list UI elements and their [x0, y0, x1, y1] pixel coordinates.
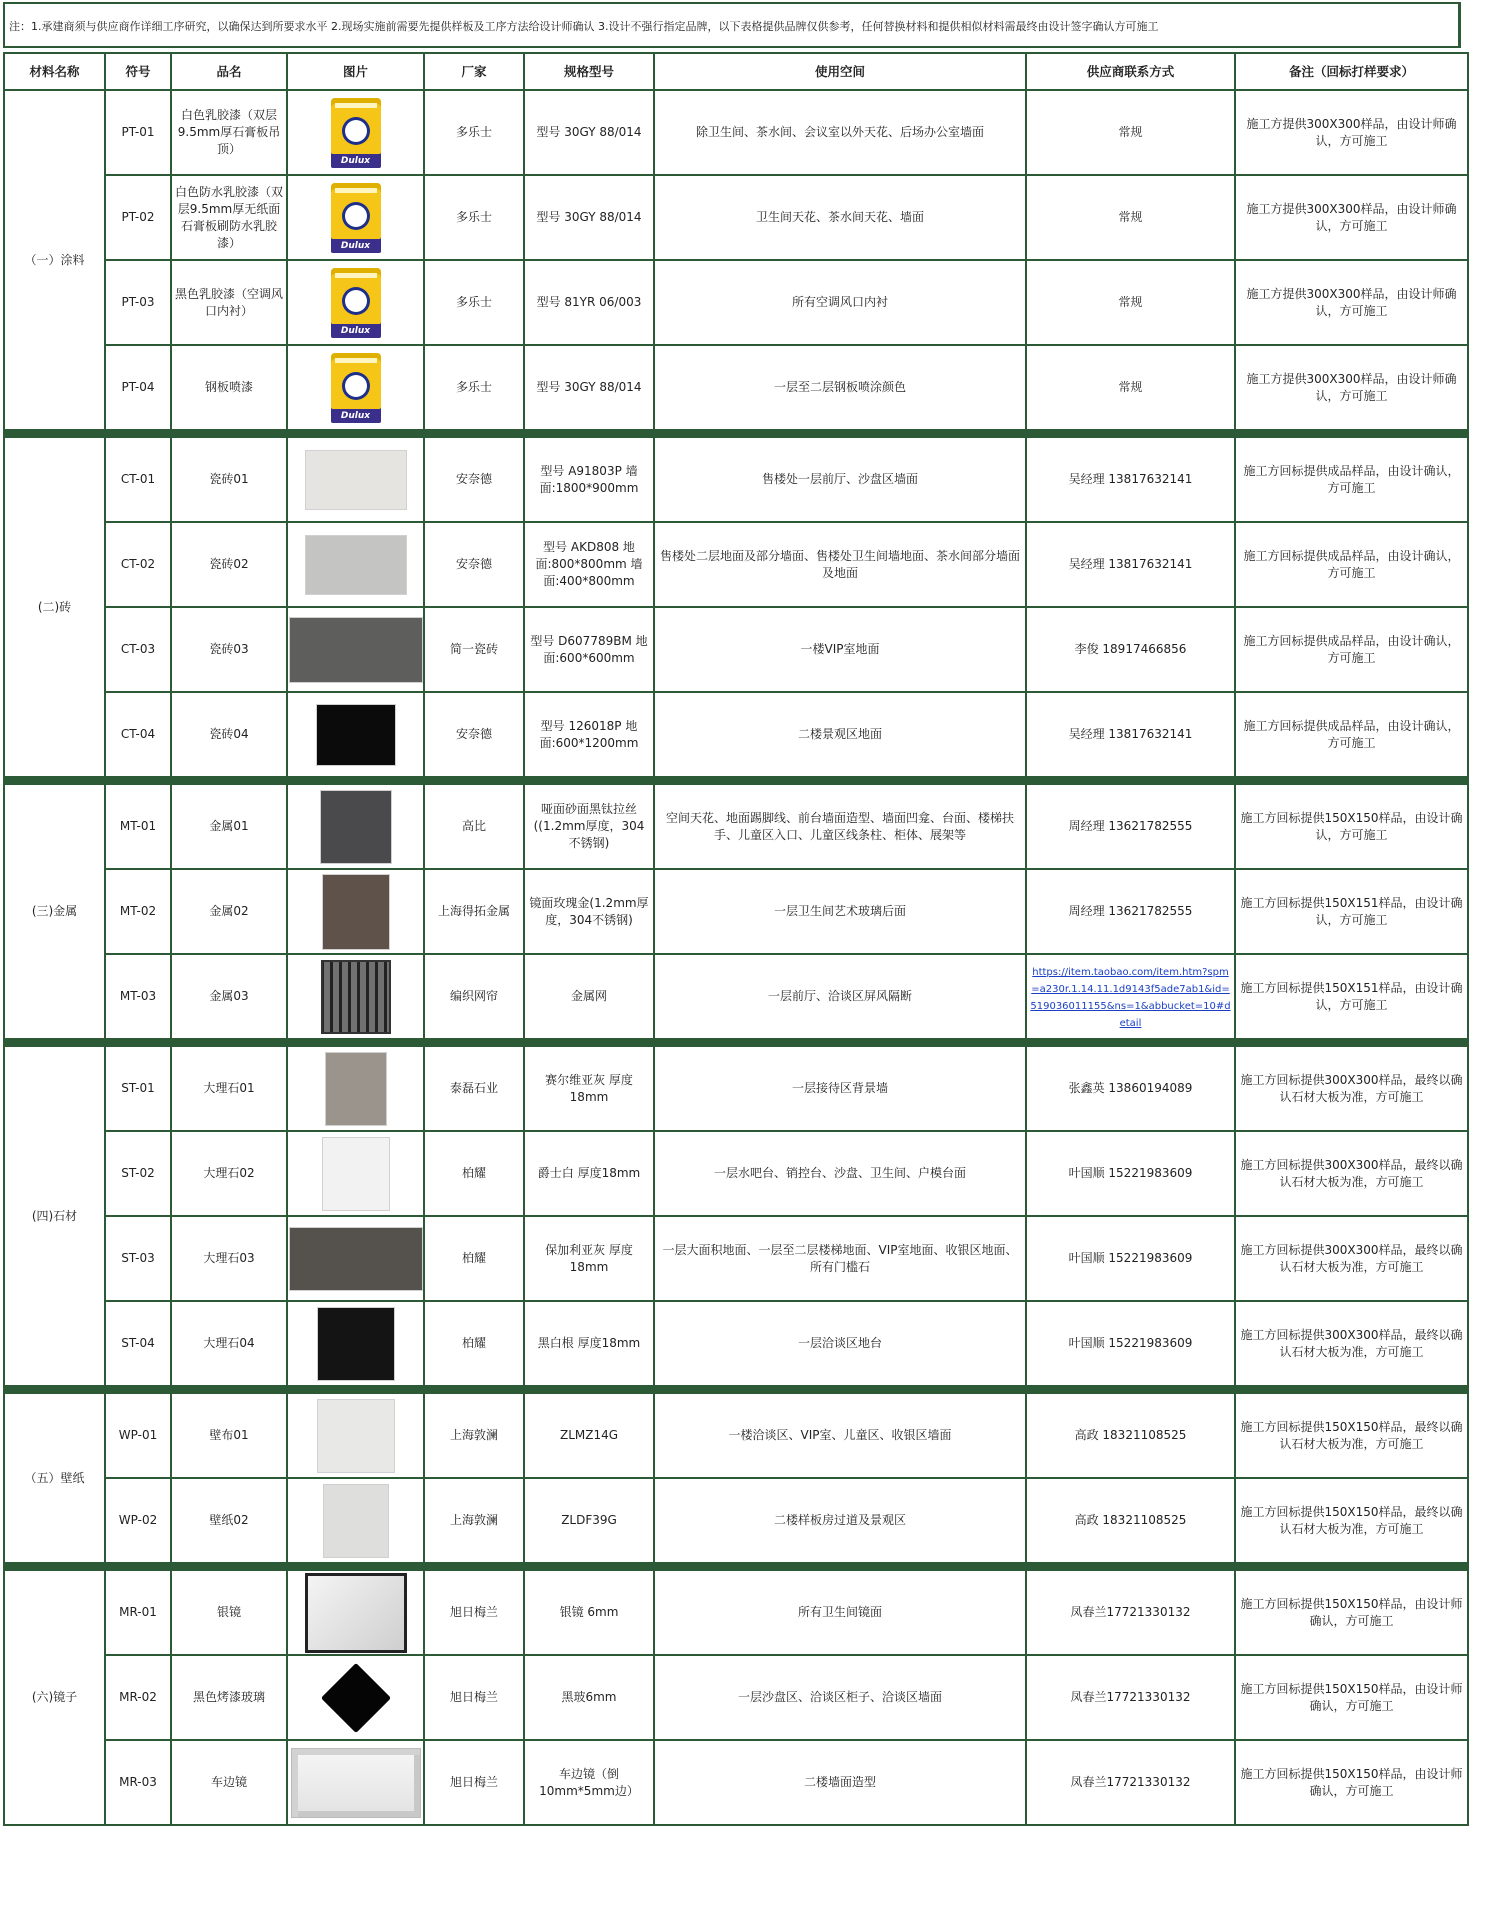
contact-cell: 吴经理 13817632141	[1026, 437, 1235, 522]
manufacturer-cell: 简一瓷砖	[424, 607, 524, 692]
section-divider	[4, 1039, 1468, 1046]
spec-cell: 镜面玫瑰金(1.2mm厚度，304不锈钢)	[524, 869, 654, 954]
image-cell	[287, 1655, 424, 1740]
usage-cell: 空间天花、地面踢脚线、前台墙面造型、墙面凹龛、台面、楼梯扶手、儿童区入口、儿童区线条柱、柜体、展架等	[654, 784, 1026, 869]
material-swatch-image	[321, 960, 391, 1034]
product-name-cell: 壁纸02	[171, 1478, 287, 1563]
spec-cell: 金属网	[524, 954, 654, 1039]
manufacturer-cell: 多乐士	[424, 175, 524, 260]
code-cell: PT-01	[105, 90, 171, 175]
table-row	[4, 1301, 1468, 1386]
table-row	[4, 90, 1468, 175]
table-row	[4, 784, 1468, 869]
section-divider-bar	[4, 777, 1468, 784]
image-cell	[287, 1478, 424, 1563]
product-name-cell: 白色防水乳胶漆（双层9.5mm厚无纸面石膏板刷防水乳胶漆）	[171, 175, 287, 260]
paint-can-logo	[345, 205, 367, 227]
remark-cell: 施工方回标提供成品样品，由设计确认，方可施工	[1235, 692, 1468, 777]
product-name-cell: 黑色烤漆玻璃	[171, 1655, 287, 1740]
spec-cell: 型号 126018P 地面:600*1200mm	[524, 692, 654, 777]
spec-cell: 保加利亚灰 厚度18mm	[524, 1216, 654, 1301]
category-cell: (二)砖	[4, 437, 105, 777]
header-product-name: 品名	[171, 53, 287, 90]
image-cell	[287, 345, 424, 430]
remark-cell: 施工方回标提供成品样品，由设计确认，方可施工	[1235, 522, 1468, 607]
remark-cell: 施工方回标提供成品样品，由设计确认，方可施工	[1235, 607, 1468, 692]
paint-can-logo	[345, 290, 367, 312]
contact-cell: 凤春兰17721330132	[1026, 1570, 1235, 1655]
usage-cell: 一层接待区背景墙	[654, 1046, 1026, 1131]
table-row	[4, 1131, 1468, 1216]
material-swatch-image	[322, 874, 390, 950]
table-row	[4, 1570, 1468, 1655]
header-material-name: 材料名称	[4, 53, 105, 90]
usage-cell: 一层洽谈区地台	[654, 1301, 1026, 1386]
product-name-cell: 瓷砖04	[171, 692, 287, 777]
product-name-cell: 大理石01	[171, 1046, 287, 1131]
product-name-cell: 大理石03	[171, 1216, 287, 1301]
manufacturer-cell: 柏耀	[424, 1216, 524, 1301]
remark-cell: 施工方回标提供150X150样品，由设计师确认，方可施工	[1235, 1655, 1468, 1740]
image-cell	[287, 1046, 424, 1131]
code-cell: PT-03	[105, 260, 171, 345]
manufacturer-cell: 上海敦澜	[424, 1478, 524, 1563]
product-name-cell: 金属02	[171, 869, 287, 954]
image-cell	[287, 1216, 424, 1301]
product-name-cell: 黑色乳胶漆（空调风口内衬）	[171, 260, 287, 345]
material-swatch-image	[317, 1399, 395, 1473]
table-row	[4, 175, 1468, 260]
code-cell: MR-02	[105, 1655, 171, 1740]
remark-cell: 施工方提供300X300样品，由设计师确认，方可施工	[1235, 260, 1468, 345]
remark-cell: 施工方回标提供300X300样品，最终以确认石材大板为准，方可施工	[1235, 1301, 1468, 1386]
section-divider-bar	[4, 1563, 1468, 1570]
code-cell: ST-03	[105, 1216, 171, 1301]
manufacturer-cell: 旭日梅兰	[424, 1570, 524, 1655]
material-swatch-image	[305, 450, 407, 510]
category-cell: （五）壁纸	[4, 1393, 105, 1563]
spec-cell: 型号 30GY 88/014	[524, 175, 654, 260]
image-cell	[287, 869, 424, 954]
contact-cell: 李俊 18917466856	[1026, 607, 1235, 692]
code-cell: ST-01	[105, 1046, 171, 1131]
usage-cell: 一层至二层钢板喷涂颜色	[654, 345, 1026, 430]
remark-cell: 施工方回标提供300X300样品，最终以确认石材大板为准，方可施工	[1235, 1216, 1468, 1301]
spec-cell: 型号 D607789BM 地面:600*600mm	[524, 607, 654, 692]
spec-cell: 型号 AKD808 地面:800*800mm 墙面:400*800mm	[524, 522, 654, 607]
section-divider-bar	[4, 430, 1468, 437]
product-name-cell: 壁布01	[171, 1393, 287, 1478]
manufacturer-cell: 上海得拓金属	[424, 869, 524, 954]
paint-can-logo	[345, 375, 367, 397]
paint-can-lid	[335, 188, 377, 193]
product-name-cell: 金属01	[171, 784, 287, 869]
usage-cell: 一层水吧台、销控台、沙盘、卫生间、户模台面	[654, 1131, 1026, 1216]
usage-cell: 售楼处一层前厅、沙盘区墙面	[654, 437, 1026, 522]
table-row	[4, 1740, 1468, 1825]
image-cell	[287, 1570, 424, 1655]
manufacturer-cell: 柏耀	[424, 1301, 524, 1386]
spec-cell: 型号 A91803P 墙面:1800*900mm	[524, 437, 654, 522]
image-cell	[287, 1393, 424, 1478]
code-cell: CT-03	[105, 607, 171, 692]
contact-cell: 张鑫英 13860194089	[1026, 1046, 1235, 1131]
paint-can-logo	[345, 120, 367, 142]
code-cell: PT-02	[105, 175, 171, 260]
manufacturer-cell: 旭日梅兰	[424, 1655, 524, 1740]
code-cell: MT-03	[105, 954, 171, 1039]
code-cell: WP-01	[105, 1393, 171, 1478]
code-cell: MR-01	[105, 1570, 171, 1655]
paint-can-lid	[335, 103, 377, 108]
manufacturer-cell: 多乐士	[424, 345, 524, 430]
image-cell	[287, 90, 424, 175]
code-cell: MR-03	[105, 1740, 171, 1825]
contact-cell: 吴经理 13817632141	[1026, 692, 1235, 777]
paint-can-image	[331, 183, 381, 253]
manufacturer-cell: 旭日梅兰	[424, 1740, 524, 1825]
spec-cell: 型号 30GY 88/014	[524, 345, 654, 430]
spec-cell: 银镜 6mm	[524, 1570, 654, 1655]
usage-cell: 二楼景观区地面	[654, 692, 1026, 777]
usage-cell: 卫生间天花、茶水间天花、墙面	[654, 175, 1026, 260]
image-cell	[287, 522, 424, 607]
spec-cell: 黑玻6mm	[524, 1655, 654, 1740]
material-table	[3, 52, 1469, 1826]
paint-can-image	[331, 98, 381, 168]
category-cell: (三)金属	[4, 784, 105, 1039]
contact-cell: 高政 18321108525	[1026, 1478, 1235, 1563]
product-name-cell: 大理石04	[171, 1301, 287, 1386]
section-divider	[4, 777, 1468, 784]
supplier-link[interactable]: https://item.taobao.com/item.htm?spm=a230r.1.14.11.1d9143f5ade7ab1&id=519036011155&ns=1&abbucket=10#detail	[1030, 966, 1231, 1029]
remark-cell: 施工方回标提供150X150样品，由设计师确认，方可施工	[1235, 1570, 1468, 1655]
manufacturer-cell: 安奈德	[424, 522, 524, 607]
image-cell	[287, 954, 424, 1039]
table-row	[4, 869, 1468, 954]
contact-cell: 常规	[1026, 260, 1235, 345]
contact-cell: 凤春兰17721330132	[1026, 1740, 1235, 1825]
paint-can-image	[331, 268, 381, 338]
paint-can-lid	[335, 273, 377, 278]
product-name-cell: 银镜	[171, 1570, 287, 1655]
remark-cell: 施工方回标提供150X150样品，由设计师确认，方可施工	[1235, 1740, 1468, 1825]
image-cell	[287, 1301, 424, 1386]
remark-cell: 施工方回标提供150X150样品，最终以确认石材大板为准，方可施工	[1235, 1393, 1468, 1478]
table-row	[4, 1478, 1468, 1563]
product-name-cell: 车边镜	[171, 1740, 287, 1825]
table-row	[4, 522, 1468, 607]
contact-cell: 周经理 13621782555	[1026, 784, 1235, 869]
header-code: 符号	[105, 53, 171, 90]
material-swatch-image	[320, 1662, 390, 1732]
spec-cell: 黑白根 厚度18mm	[524, 1301, 654, 1386]
table-row	[4, 1393, 1468, 1478]
section-divider	[4, 430, 1468, 437]
contact-cell: 高政 18321108525	[1026, 1393, 1235, 1478]
spec-cell: ZLDF39G	[524, 1478, 654, 1563]
paint-brand-label: Dulux	[340, 325, 371, 336]
manufacturer-cell: 安奈德	[424, 692, 524, 777]
material-swatch-image	[289, 1227, 423, 1291]
product-name-cell: 瓷砖03	[171, 607, 287, 692]
code-cell: WP-02	[105, 1478, 171, 1563]
material-table-body	[4, 90, 1468, 1825]
header-spec: 规格型号	[524, 53, 654, 90]
contact-cell: 吴经理 13817632141	[1026, 522, 1235, 607]
manufacturer-cell: 安奈德	[424, 437, 524, 522]
image-cell	[287, 1131, 424, 1216]
table-row	[4, 1046, 1468, 1131]
header-remark: 备注（回标打样要求）	[1235, 53, 1468, 90]
table-row	[4, 692, 1468, 777]
section-divider-bar	[4, 1039, 1468, 1046]
manufacturer-cell: 编织网帘	[424, 954, 524, 1039]
remark-cell: 施工方回标提供成品样品，由设计确认，方可施工	[1235, 437, 1468, 522]
paint-brand-label: Dulux	[340, 240, 371, 251]
image-cell	[287, 437, 424, 522]
table-row	[4, 1216, 1468, 1301]
remark-cell: 施工方提供300X300样品，由设计师确认，方可施工	[1235, 175, 1468, 260]
material-swatch-image	[316, 704, 396, 766]
remark-cell: 施工方回标提供300X300样品，最终以确认石材大板为准，方可施工	[1235, 1046, 1468, 1131]
contact-cell: 叶国顺 15221983609	[1026, 1301, 1235, 1386]
code-cell: CT-01	[105, 437, 171, 522]
spec-cell: 赛尔维亚灰 厚度18mm	[524, 1046, 654, 1131]
category-cell: (四)石材	[4, 1046, 105, 1386]
contact-cell: 周经理 13621782555	[1026, 869, 1235, 954]
table-row	[4, 607, 1468, 692]
image-cell	[287, 784, 424, 869]
code-cell: MT-01	[105, 784, 171, 869]
manufacturer-cell: 泰磊石业	[424, 1046, 524, 1131]
table-row	[4, 345, 1468, 430]
code-cell: PT-04	[105, 345, 171, 430]
material-swatch-image	[325, 1052, 387, 1126]
remark-cell: 施工方回标提供150X150样品，由设计确认，方可施工	[1235, 784, 1468, 869]
spec-cell: 型号 81YR 06/003	[524, 260, 654, 345]
contact-cell: 叶国顺 15221983609	[1026, 1131, 1235, 1216]
table-row	[4, 260, 1468, 345]
usage-cell: 除卫生间、茶水间、会议室以外天花、后场办公室墙面	[654, 90, 1026, 175]
material-swatch-image	[305, 1573, 407, 1653]
contact-cell: 常规	[1026, 175, 1235, 260]
code-cell: MT-02	[105, 869, 171, 954]
contact-cell: 叶国顺 15221983609	[1026, 1216, 1235, 1301]
table-row	[4, 1655, 1468, 1740]
manufacturer-cell: 多乐士	[424, 260, 524, 345]
remark-cell: 施工方提供300X300样品，由设计师确认，方可施工	[1235, 345, 1468, 430]
material-swatch-image	[291, 1748, 421, 1818]
image-cell	[287, 607, 424, 692]
section-divider-bar	[4, 1386, 1468, 1393]
code-cell: CT-04	[105, 692, 171, 777]
product-name-cell: 大理石02	[171, 1131, 287, 1216]
product-name-cell: 白色乳胶漆（双层9.5mm厚石膏板吊顶）	[171, 90, 287, 175]
paint-can-lid	[335, 358, 377, 363]
manufacturer-cell: 多乐士	[424, 90, 524, 175]
spec-cell: 爵士白 厚度18mm	[524, 1131, 654, 1216]
code-cell: CT-02	[105, 522, 171, 607]
product-name-cell: 瓷砖02	[171, 522, 287, 607]
material-swatch-image	[289, 617, 423, 683]
spec-cell: 哑面砂面黑钛拉丝((1.2mm厚度，304不锈钢)	[524, 784, 654, 869]
image-cell	[287, 1740, 424, 1825]
usage-cell: 所有空调风口内衬	[654, 260, 1026, 345]
usage-cell: 一层前厅、洽谈区屏风隔断	[654, 954, 1026, 1039]
product-name-cell: 钢板喷漆	[171, 345, 287, 430]
remark-cell: 施工方提供300X300样品，由设计师确认，方可施工	[1235, 90, 1468, 175]
paint-can-image	[331, 353, 381, 423]
contact-cell	[1026, 954, 1235, 1039]
table-row	[4, 954, 1468, 1039]
header-image: 图片	[287, 53, 424, 90]
remark-cell: 施工方回标提供150X150样品，最终以确认石材大板为准，方可施工	[1235, 1478, 1468, 1563]
spec-cell: ZLMZ14G	[524, 1393, 654, 1478]
contact-cell: 常规	[1026, 90, 1235, 175]
spec-cell: 型号 30GY 88/014	[524, 90, 654, 175]
material-swatch-image	[305, 535, 407, 595]
usage-cell: 二楼墙面造型	[654, 1740, 1026, 1825]
material-swatch-image	[322, 1137, 390, 1211]
usage-cell: 所有卫生间镜面	[654, 1570, 1026, 1655]
remark-cell: 施工方回标提供150X151样品，由设计确认，方可施工	[1235, 869, 1468, 954]
usage-cell: 一楼VIP室地面	[654, 607, 1026, 692]
paint-brand-label: Dulux	[340, 410, 371, 421]
material-swatch-image	[317, 1307, 395, 1381]
table-row	[4, 437, 1468, 522]
usage-cell: 一层沙盘区、洽谈区柜子、洽谈区墙面	[654, 1655, 1026, 1740]
usage-cell: 售楼处二层地面及部分墙面、售楼处卫生间墙地面、茶水间部分墙面及地面	[654, 522, 1026, 607]
usage-cell: 一层卫生间艺术玻璃后面	[654, 869, 1026, 954]
paint-brand-label: Dulux	[340, 155, 371, 166]
code-cell: ST-02	[105, 1131, 171, 1216]
remark-cell: 施工方回标提供300X300样品，最终以确认石材大板为准，方可施工	[1235, 1131, 1468, 1216]
usage-cell: 二楼样板房过道及景观区	[654, 1478, 1026, 1563]
general-notes: 注：1.承建商须与供应商作详细工序研究，以确保达到所要求水平 2.现场实施前需要先提供样板及工序方法给设计师确认 3.设计不强行指定品牌，以下表格提供品牌仅供参考，任何替换材料和提供相似材料需最终由设计签字确认方可施工	[3, 2, 1461, 48]
manufacturer-cell: 上海敦澜	[424, 1393, 524, 1478]
material-swatch-image	[323, 1484, 389, 1558]
section-divider	[4, 1386, 1468, 1393]
manufacturer-cell: 柏耀	[424, 1131, 524, 1216]
material-swatch-image	[320, 790, 392, 864]
spec-cell: 车边镜（倒10mm*5mm边）	[524, 1740, 654, 1825]
header-contact: 供应商联系方式	[1026, 53, 1235, 90]
category-cell: （一）涂料	[4, 90, 105, 430]
image-cell	[287, 175, 424, 260]
remark-cell: 施工方回标提供150X151样品，由设计确认，方可施工	[1235, 954, 1468, 1039]
image-cell	[287, 692, 424, 777]
header-usage: 使用空间	[654, 53, 1026, 90]
image-cell	[287, 260, 424, 345]
contact-cell: 凤春兰17721330132	[1026, 1655, 1235, 1740]
usage-cell: 一楼洽谈区、VIP室、儿童区、收银区墙面	[654, 1393, 1026, 1478]
manufacturer-cell: 高比	[424, 784, 524, 869]
header-manufacturer: 厂家	[424, 53, 524, 90]
usage-cell: 一层大面积地面、一层至二层楼梯地面、VIP室地面、收银区地面、所有门槛石	[654, 1216, 1026, 1301]
product-name-cell: 瓷砖01	[171, 437, 287, 522]
contact-cell: 常规	[1026, 345, 1235, 430]
header-row	[4, 53, 1468, 90]
section-divider	[4, 1563, 1468, 1570]
product-name-cell: 金属03	[171, 954, 287, 1039]
category-cell: (六)镜子	[4, 1570, 105, 1825]
code-cell: ST-04	[105, 1301, 171, 1386]
